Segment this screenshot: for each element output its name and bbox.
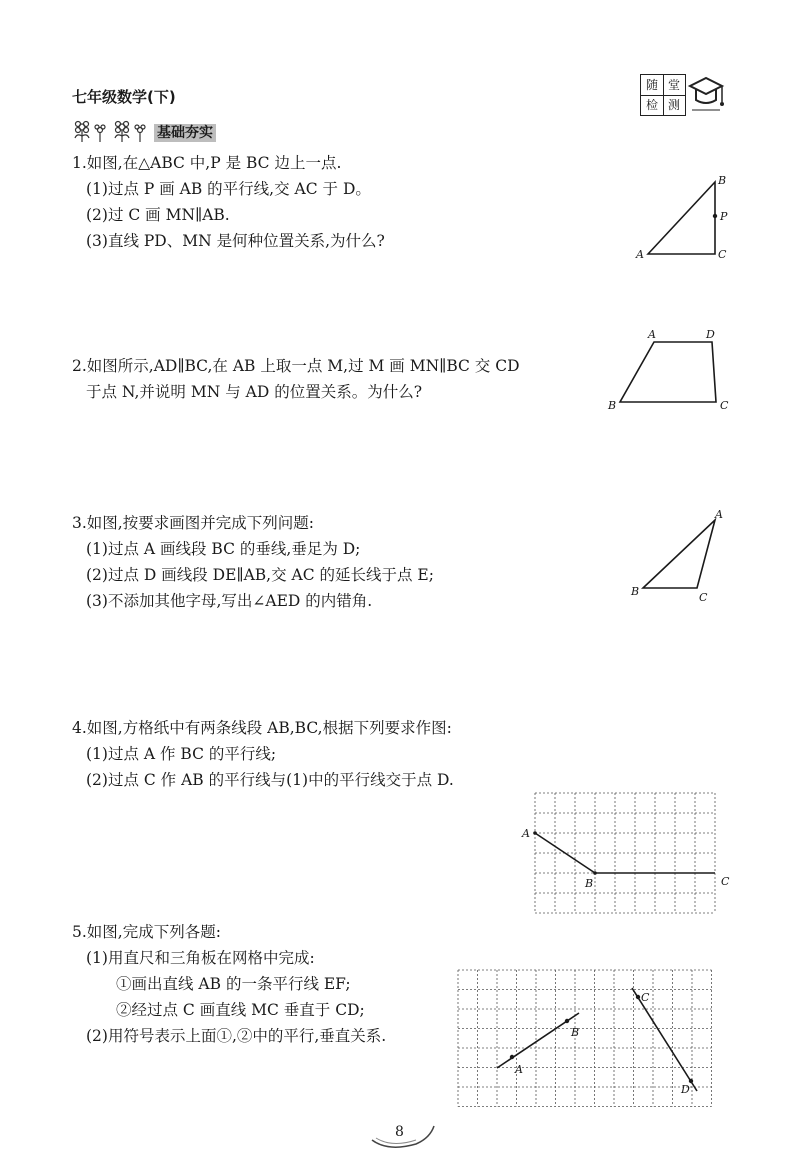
problem-text: 1.如图,在△ABC 中,P 是 BC 边上一点. (72, 154, 342, 172)
problem-text: 2.如图所示,AD∥BC,在 AB 上取一点 M,过 M 画 MN∥BC 交 CD (72, 357, 520, 375)
problem-text: (2)过点 D 画线段 DE∥AB,交 AC 的延长线于点 E; (86, 566, 434, 584)
vertex-label: B (631, 585, 640, 598)
vertex-label: C (699, 591, 708, 604)
vertex-label: C (720, 399, 729, 412)
flower-decoration-icon (72, 118, 152, 144)
trapezoid-abcd-figure (600, 325, 740, 420)
vertex-label: C (718, 248, 727, 261)
problem-text: (1)用直尺和三角板在网格中完成: (86, 949, 315, 967)
vertex-label: A (648, 328, 656, 341)
grid-figure-ab-bc (515, 785, 745, 920)
vertex-label: P (720, 210, 728, 223)
vertex-label: B (718, 174, 727, 187)
vertex-label: B (571, 1026, 580, 1039)
problem-text: (3)直线 PD、MN 是何种位置关系,为什么? (86, 232, 385, 250)
problem-text: 4.如图,方格纸中有两条线段 AB,BC,根据下列要求作图: (72, 719, 452, 737)
vertex-label: A (715, 508, 723, 521)
vertex-label: D (706, 328, 715, 341)
book-title: 七年级数学(下) (72, 88, 176, 106)
logo-char: 随 (641, 75, 664, 96)
problem-text: (2)过点 C 作 AB 的平行线与(1)中的平行线交于点 D. (86, 771, 454, 789)
problem-text: 于点 N,并说明 MN 与 AD 的位置关系。为什么? (86, 383, 422, 401)
triangle-abc-figure (630, 170, 740, 270)
problem-text: (3)不添加其他字母,写出∠AED 的内错角. (86, 592, 373, 610)
vertex-label: D (681, 1083, 690, 1096)
problem-text: (2)过 C 画 MN∥AB. (86, 206, 230, 224)
problem-text: (1)过点 A 画线段 BC 的垂线,垂足为 D; (86, 540, 361, 558)
grid (535, 793, 715, 913)
graduation-cap-icon (688, 72, 724, 116)
triangle-abc-figure-2 (625, 505, 735, 605)
problem-text: (1)过点 P 画 AB 的平行线,交 AC 于 D。 (86, 180, 371, 198)
problem-text: ②经过点 C 画直线 MC 垂直于 CD; (116, 1001, 365, 1019)
problem-text: 3.如图,按要求画图并完成下列问题: (72, 514, 314, 532)
problem-text: (2)用符号表示上面①,②中的平行,垂直关系. (86, 1027, 387, 1045)
vertex-label: C (721, 875, 730, 888)
problem-text: 5.如图,完成下列各题: (72, 923, 221, 941)
page-number: 8 (395, 1124, 404, 1140)
suitang-jiance-logo (640, 74, 686, 116)
vertex-label: A (636, 248, 644, 261)
vertex-label: A (522, 827, 530, 840)
problem-text: (1)过点 A 作 BC 的平行线; (86, 745, 277, 763)
section-title: 基础夯实 (154, 124, 216, 142)
logo-char: 检 (641, 95, 664, 115)
grid-figure-ab-cd (445, 960, 730, 1110)
problem-text: ①画出直线 AB 的一条平行线 EF; (116, 975, 351, 993)
logo-char: 堂 (663, 75, 685, 96)
vertex-label: B (585, 877, 594, 890)
vertex-label: A (515, 1063, 523, 1076)
vertex-label: C (641, 991, 650, 1004)
vertex-label: B (608, 399, 617, 412)
logo-char: 测 (667, 98, 680, 112)
grid (458, 970, 712, 1107)
